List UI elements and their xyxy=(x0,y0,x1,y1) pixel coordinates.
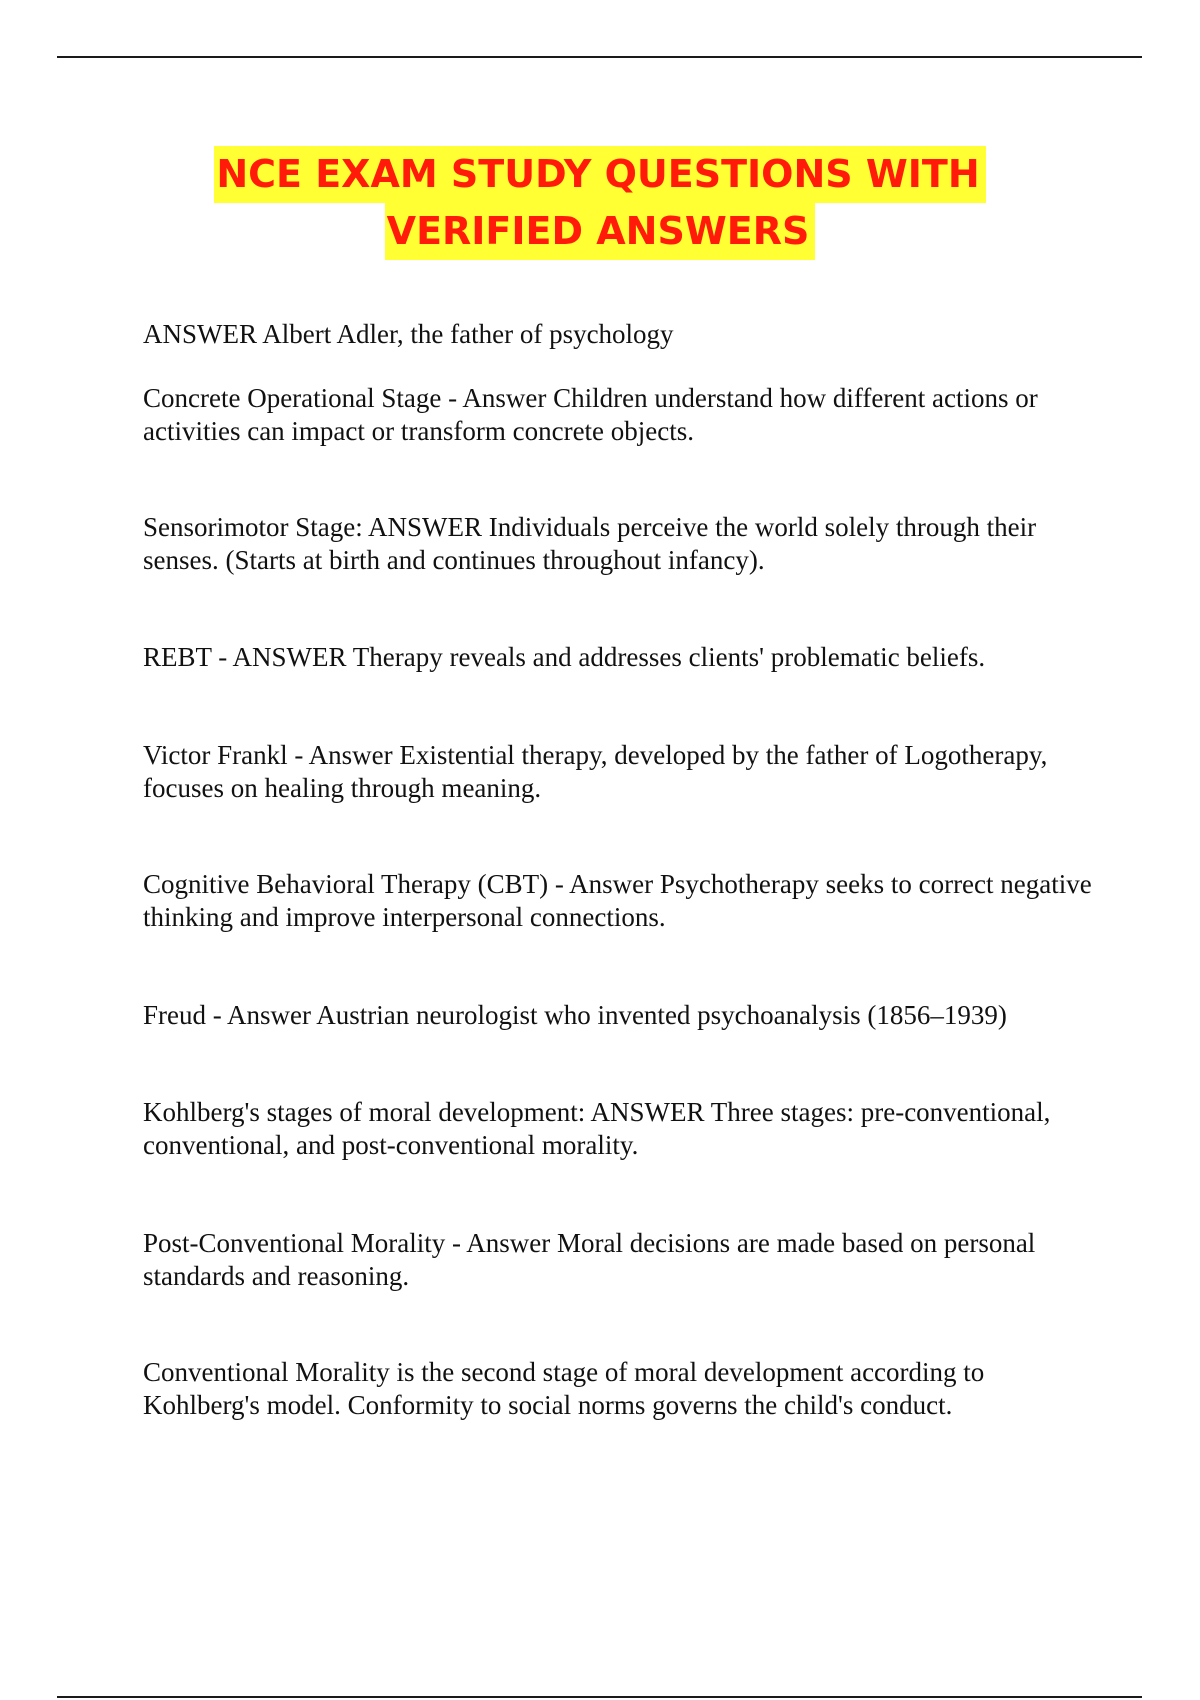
entry-post-conventional: Post-Conventional Morality - Answer Moral decisions are made based on personal standards and reasoning. xyxy=(143,1228,1036,1291)
entry-concrete-operational: Concrete Operational Stage - Answer Children understand how different actions or activities can impact or transform concrete objects. xyxy=(143,383,1038,446)
entry-freud: Freud - Answer Austrian neurologist who invented psychoanalysis (1856–1939) xyxy=(143,1000,1007,1030)
entry-cbt: Cognitive Behavioral Therapy (CBT) - Answer Psychotherapy seeks to correct negative thinking and improve interpersonal connections. xyxy=(143,869,1092,932)
entry-rebt: REBT - ANSWER Therapy reveals and addresses clients' problematic beliefs. xyxy=(143,642,986,672)
entry-conventional-morality: Conventional Morality is the second stage of moral development according to Kohlberg's model. Conformity to social norms governs the child's conduct. xyxy=(143,1357,985,1420)
bottom-rule xyxy=(57,1696,1142,1698)
title-line-1: NCE EXAM STUDY QUESTIONS WITH xyxy=(214,146,985,203)
entry-victor-frankl: Victor Frankl - Answer Existential therapy, developed by the father of Logotherapy, focuses on healing through meaning. xyxy=(143,740,1048,803)
top-rule xyxy=(57,56,1142,58)
entry-albert-adler: ANSWER Albert Adler, the father of psychology xyxy=(143,319,674,349)
entry-sensorimotor: Sensorimotor Stage: ANSWER Individuals perceive the world solely through their senses. (Starts at birth and continues throughout infancy). xyxy=(143,512,1037,575)
entry-kohlberg-stages: Kohlberg's stages of moral development: ANSWER Three stages: pre-conventional, conventional, and post-conventional morality. xyxy=(143,1097,1051,1160)
page-title xyxy=(0,146,1200,260)
title-line-2: VERIFIED ANSWERS xyxy=(385,203,816,260)
